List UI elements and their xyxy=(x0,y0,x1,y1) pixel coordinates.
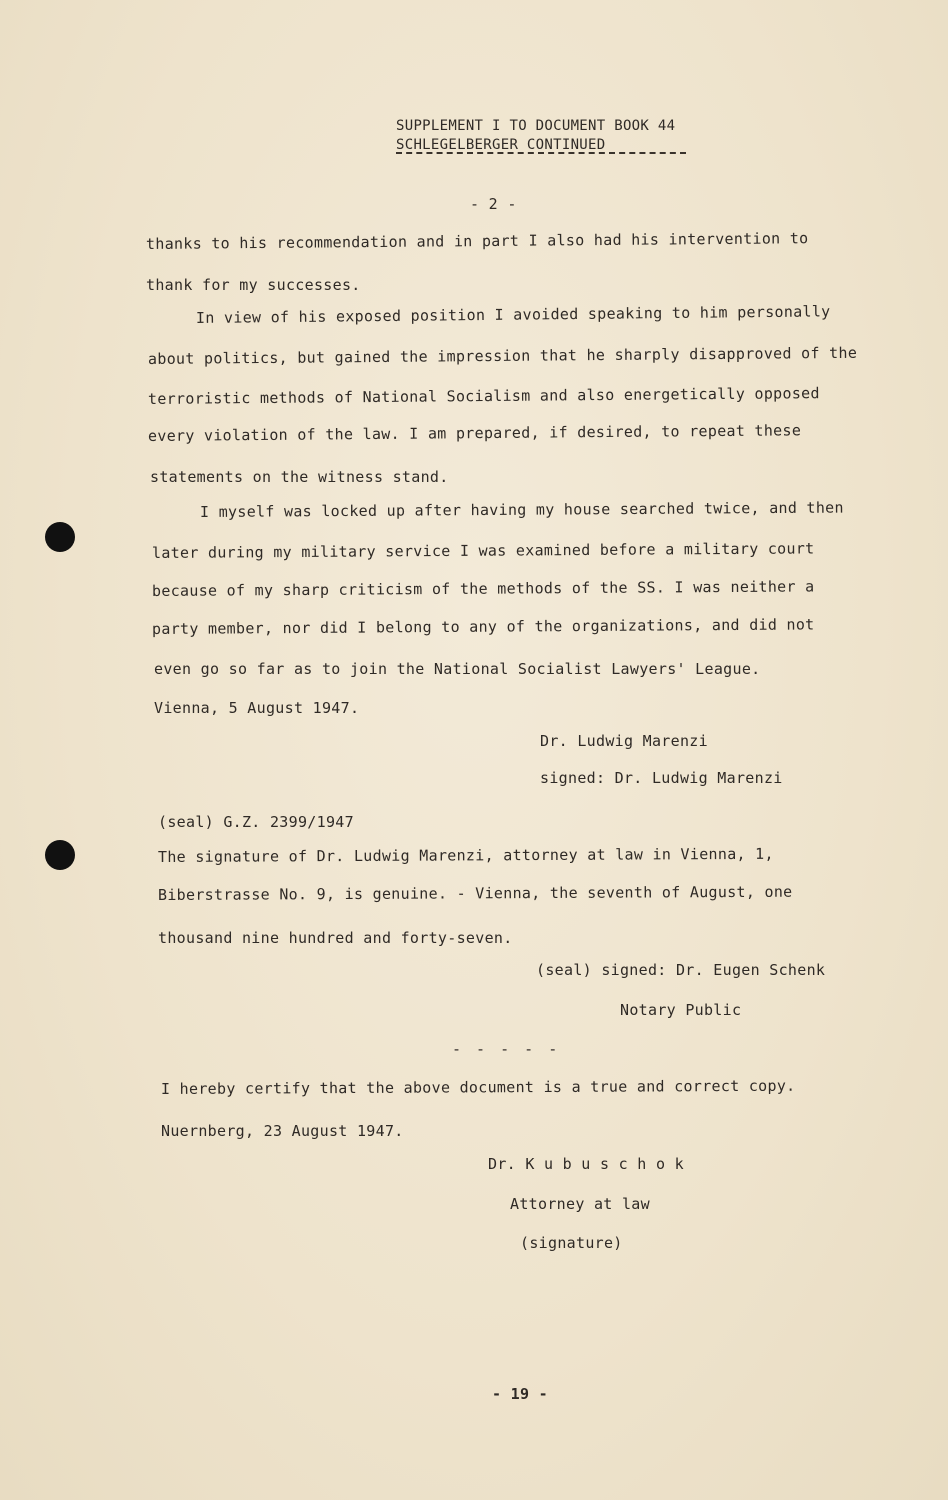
paragraph-1-line-1: thanks to his recommendation and in part I also had his intervention to xyxy=(145,229,809,253)
certification-place-date: Nuernberg, 23 August 1947. xyxy=(161,1122,404,1140)
notary-line-2: Biberstrasse No. 9, is genuine. - Vienna, the seventh of August, one xyxy=(157,882,793,904)
punch-hole-top xyxy=(45,522,75,552)
notary-title: Notary Public xyxy=(620,1001,742,1019)
page-number: - 19 - xyxy=(492,1385,548,1403)
paragraph-1-line-2: thank for my successes. xyxy=(146,276,361,294)
header-line-1: SUPPLEMENT I TO DOCUMENT BOOK 44 xyxy=(396,118,676,134)
paragraph-3-line-5: even go so far as to join the National Socialist Lawyers' League. xyxy=(154,660,761,678)
paragraph-3-line-4: party member, nor did I belong to any of the organizations, and did not xyxy=(151,615,815,638)
certifier-name: Dr. K u b u s c h o k xyxy=(488,1155,684,1173)
header-line-2: SCHLEGELBERGER CONTINUED xyxy=(396,137,606,153)
page-marker: - 2 - xyxy=(470,195,517,213)
certifier-title: Attorney at law xyxy=(510,1195,650,1213)
seal-reference: (seal) G.Z. 2399/1947 xyxy=(158,813,354,831)
certification-text: I hereby certify that the above document is a true and correct copy. xyxy=(160,1076,796,1098)
separator: - - - - - xyxy=(452,1040,561,1058)
place-date: Vienna, 5 August 1947. xyxy=(154,699,360,717)
paragraph-3-line-1: I myself was locked up after having my house searched twice, and then xyxy=(199,498,844,521)
notary-line-3: thousand nine hundred and forty-seven. xyxy=(158,929,513,947)
paragraph-2-line-2: about politics, but gained the impression that he sharply disapproved of the xyxy=(147,343,858,368)
paragraph-3-line-2: later during my military service I was examined before a military court xyxy=(151,539,815,562)
header-rule xyxy=(396,152,686,154)
certifier-signature: (signature) xyxy=(520,1234,623,1252)
signatory-signed: signed: Dr. Ludwig Marenzi xyxy=(540,769,783,787)
paragraph-2-line-1: In view of his exposed position I avoided speaking to him personally xyxy=(195,302,831,327)
punch-hole-bottom xyxy=(45,840,75,870)
paragraph-2-line-4: every violation of the law. I am prepared, if desired, to repeat these xyxy=(147,421,802,445)
paragraph-2-line-5: statements on the witness stand. xyxy=(150,468,449,486)
signatory-name: Dr. Ludwig Marenzi xyxy=(540,732,708,750)
paragraph-3-line-3: because of my sharp criticism of the methods of the SS. I was neither a xyxy=(151,577,815,600)
paragraph-2-line-3: terroristic methods of National Socialism and also energetically opposed xyxy=(147,384,820,408)
notary-line-1: The signature of Dr. Ludwig Marenzi, attorney at law in Vienna, 1, xyxy=(157,844,774,866)
notary-signed: (seal) signed: Dr. Eugen Schenk xyxy=(536,961,826,979)
